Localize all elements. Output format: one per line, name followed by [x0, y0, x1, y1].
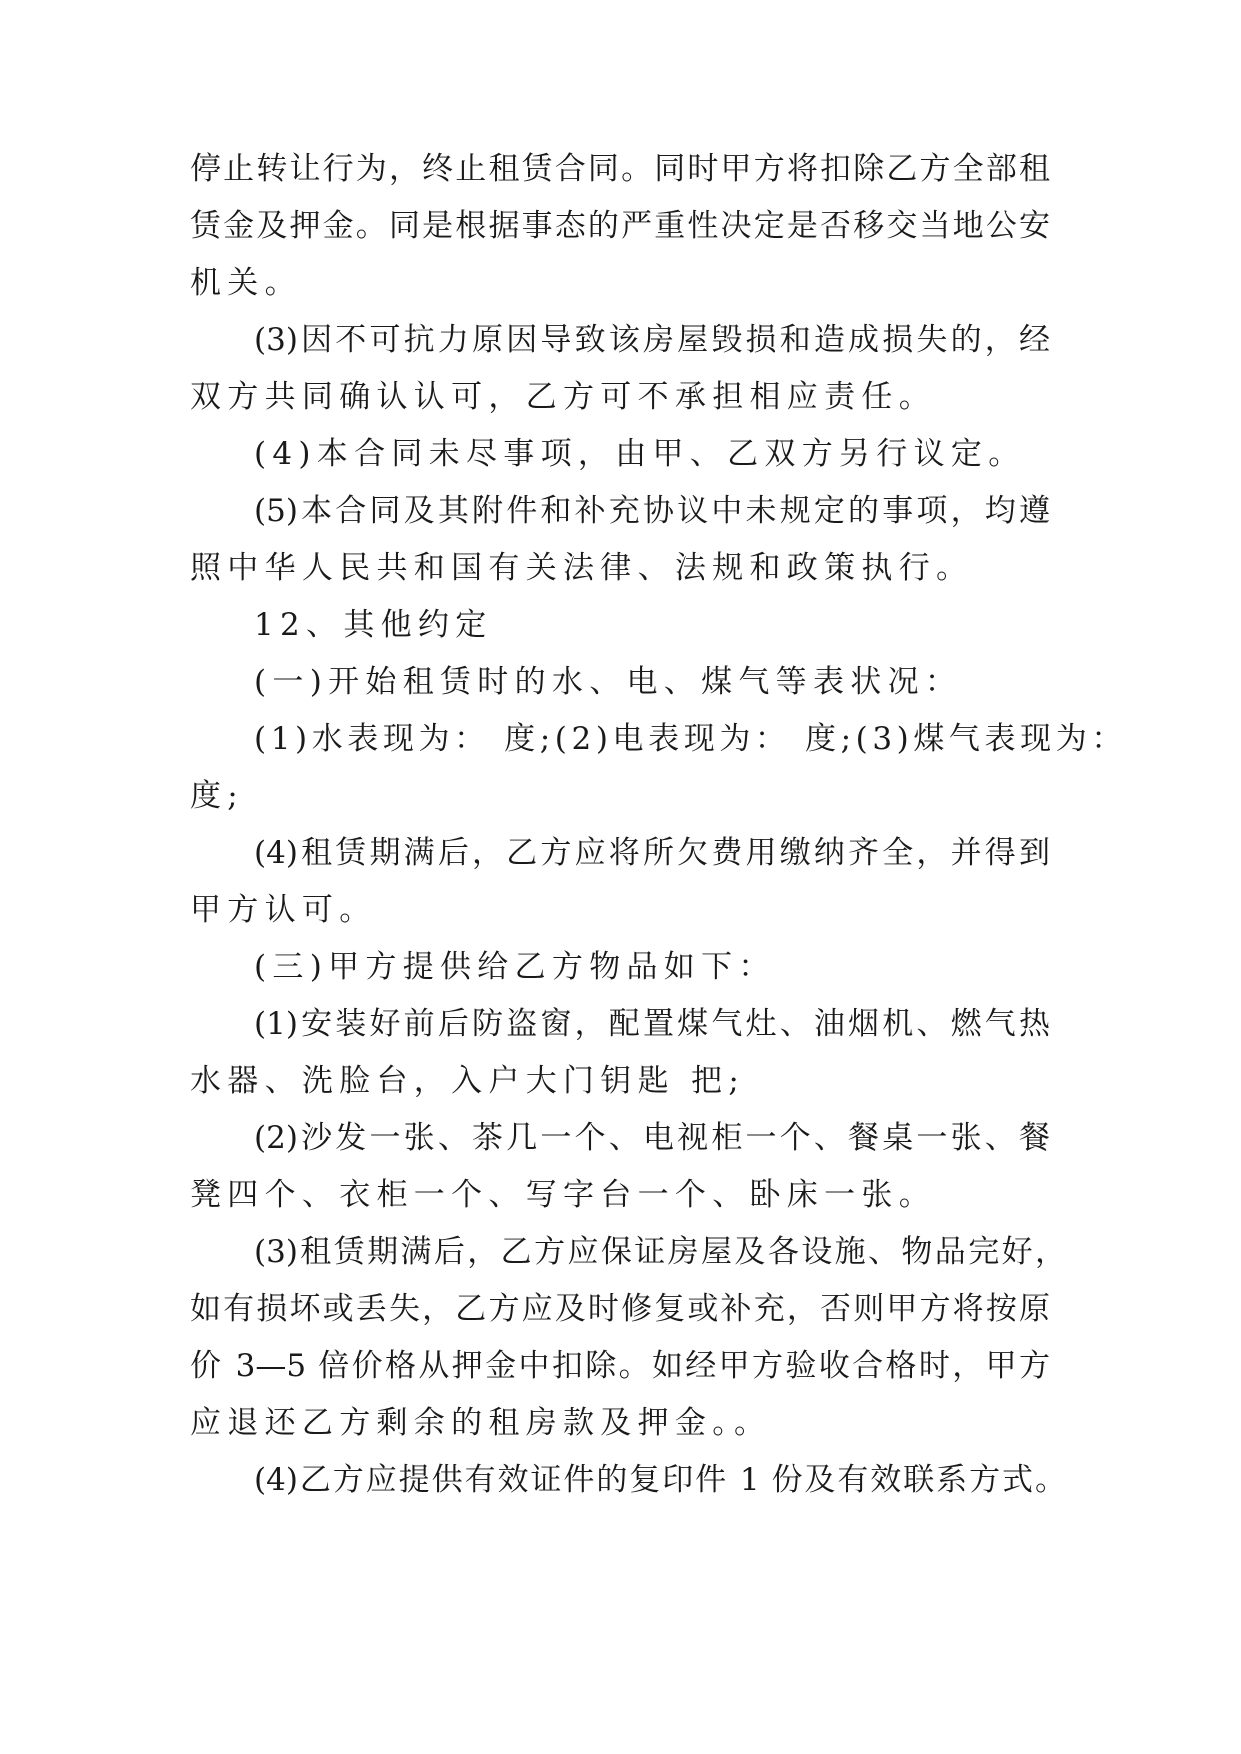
- text-line: (2)沙发一张、茶几一个、电视柜一个、餐桌一张、餐: [254, 1120, 1050, 1156]
- text-line: 度;: [190, 778, 245, 814]
- text-line: 应退还乙方剩余的租房款及押金。。: [190, 1405, 772, 1441]
- text-line: (3)因不可抗力原因导致该房屋毁损和造成损失的，经: [254, 322, 1050, 358]
- text-line: (4)本合同未尽事项，由甲、乙双方另行议定。: [254, 436, 1026, 472]
- text-line: 价 3—5 倍价格从押金中扣除。如经甲方验收合格时，甲方: [190, 1348, 1050, 1384]
- text-line: 水器、洗脸台，入户大门钥匙 把;: [190, 1063, 746, 1099]
- text-line: (1)安装好前后防盗窗，配置煤气灶、油烟机、燃气热: [254, 1006, 1050, 1042]
- text-line: 甲方认可。: [190, 892, 377, 928]
- text-line: 如有损坏或丢失，乙方应及时修复或补充，否则甲方将按原: [190, 1291, 1050, 1327]
- text-line: 停止转让行为，终止租赁合同。同时甲方将扣除乙方全部租: [190, 151, 1050, 187]
- text-line: (4)租赁期满后，乙方应将所欠费用缴纳齐全，并得到: [254, 835, 1050, 871]
- text-line: (4)乙方应提供有效证件的复印件 1 份及有效联系方式。: [254, 1462, 1066, 1498]
- text-line: 照中华人民共和国有关法律、法规和政策执行。: [190, 550, 974, 586]
- text-line: 机关。: [190, 265, 302, 301]
- text-line: (1)水表现为： 度;(2)电表现为： 度;(3)煤气表现为：: [254, 721, 1127, 757]
- text-line: 赁金及押金。同是根据事态的严重性决定是否移交当地公安: [190, 208, 1050, 244]
- text-line: (5)本合同及其附件和补充协议中未规定的事项，均遵: [254, 493, 1050, 529]
- text-line: (一)开始租赁时的水、电、煤气等表状况：: [254, 664, 963, 700]
- text-line: 凳四个、衣柜一个、写字台一个、卧床一张。: [190, 1177, 936, 1213]
- text-line: 双方共同确认认可，乙方可不承担相应责任。: [190, 379, 936, 415]
- section-heading: 12、其他约定: [254, 607, 493, 643]
- text-line: (三)甲方提供给乙方物品如下：: [254, 949, 776, 985]
- text-line: (3)租赁期满后，乙方应保证房屋及各设施、物品完好，: [254, 1234, 1066, 1270]
